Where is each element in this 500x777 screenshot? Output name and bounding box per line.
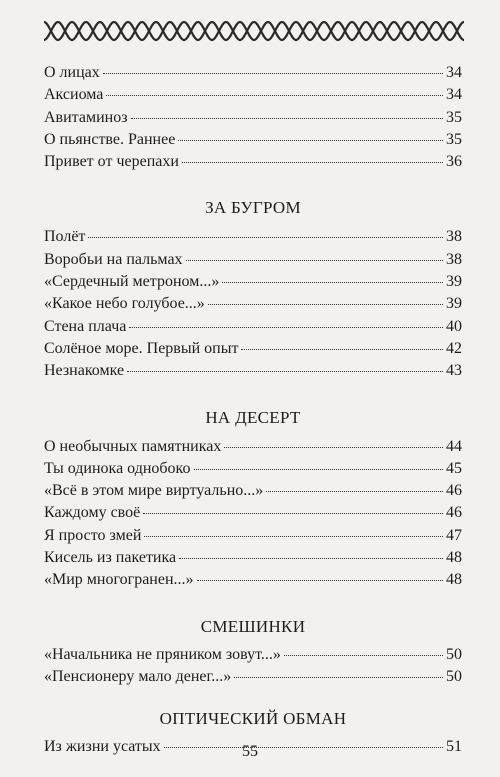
- toc-section-0: [44, 62, 462, 173]
- toc-entry: «Пенсионеру мало денег...» 50: [44, 667, 462, 685]
- toc-entry: Незнакомке 43: [44, 362, 462, 380]
- toc-entry: Ты одинока однобоко 45: [44, 459, 462, 477]
- toc-entry: Я просто змей 47: [44, 526, 462, 544]
- decorative-ornament-border: [44, 18, 464, 44]
- toc-entry: Привет от черепахи 36: [44, 153, 462, 171]
- toc-section-1: [44, 197, 462, 382]
- toc-entry: Воробьи на пальмах 38: [44, 250, 462, 268]
- toc-entry: Стена плача 40: [44, 317, 462, 335]
- toc-entry: «Начальника не пряником зовут...» 50: [44, 645, 462, 663]
- toc-entry: О лицах 34: [44, 64, 462, 81]
- toc-entry: О пьянстве. Раннее 35: [44, 130, 462, 148]
- toc-entry: Авитаминоз 35: [44, 108, 462, 126]
- section-title: НА ДЕСЕРТ: [205, 407, 301, 427]
- toc-entry: О необычных памятниках 44: [44, 437, 462, 455]
- toc-entry: Аксиома 34: [44, 86, 462, 104]
- toc-entry: «Сердечный метроном...» 39: [44, 273, 462, 291]
- toc-entry: Кисель из пакетика 48: [44, 549, 462, 567]
- toc-entry: «Какое небо голубое...» 39: [44, 295, 462, 313]
- page-number: 55: [242, 743, 258, 760]
- toc-section-3: [44, 616, 462, 689]
- toc-entry: «Мир многогранен...» 48: [44, 571, 462, 589]
- toc-entry: Из жизни усатых 51: [44, 738, 462, 756]
- section-title: ОПТИЧЕСКИЙ ОБМАН: [159, 709, 347, 729]
- toc-entry: «Всё в этом мире виртуально...» 46: [44, 482, 462, 500]
- toc-section-2: [44, 407, 462, 592]
- toc-entry: Солёное море. Первый опыт 42: [44, 339, 462, 357]
- table-of-contents: [44, 62, 462, 759]
- toc-entry: Каждому своё 46: [44, 504, 462, 522]
- section-title: ЗА БУГРОМ: [205, 198, 301, 218]
- section-title: СМЕШИНКИ: [200, 616, 306, 636]
- toc-entry: Полёт 38: [44, 228, 462, 246]
